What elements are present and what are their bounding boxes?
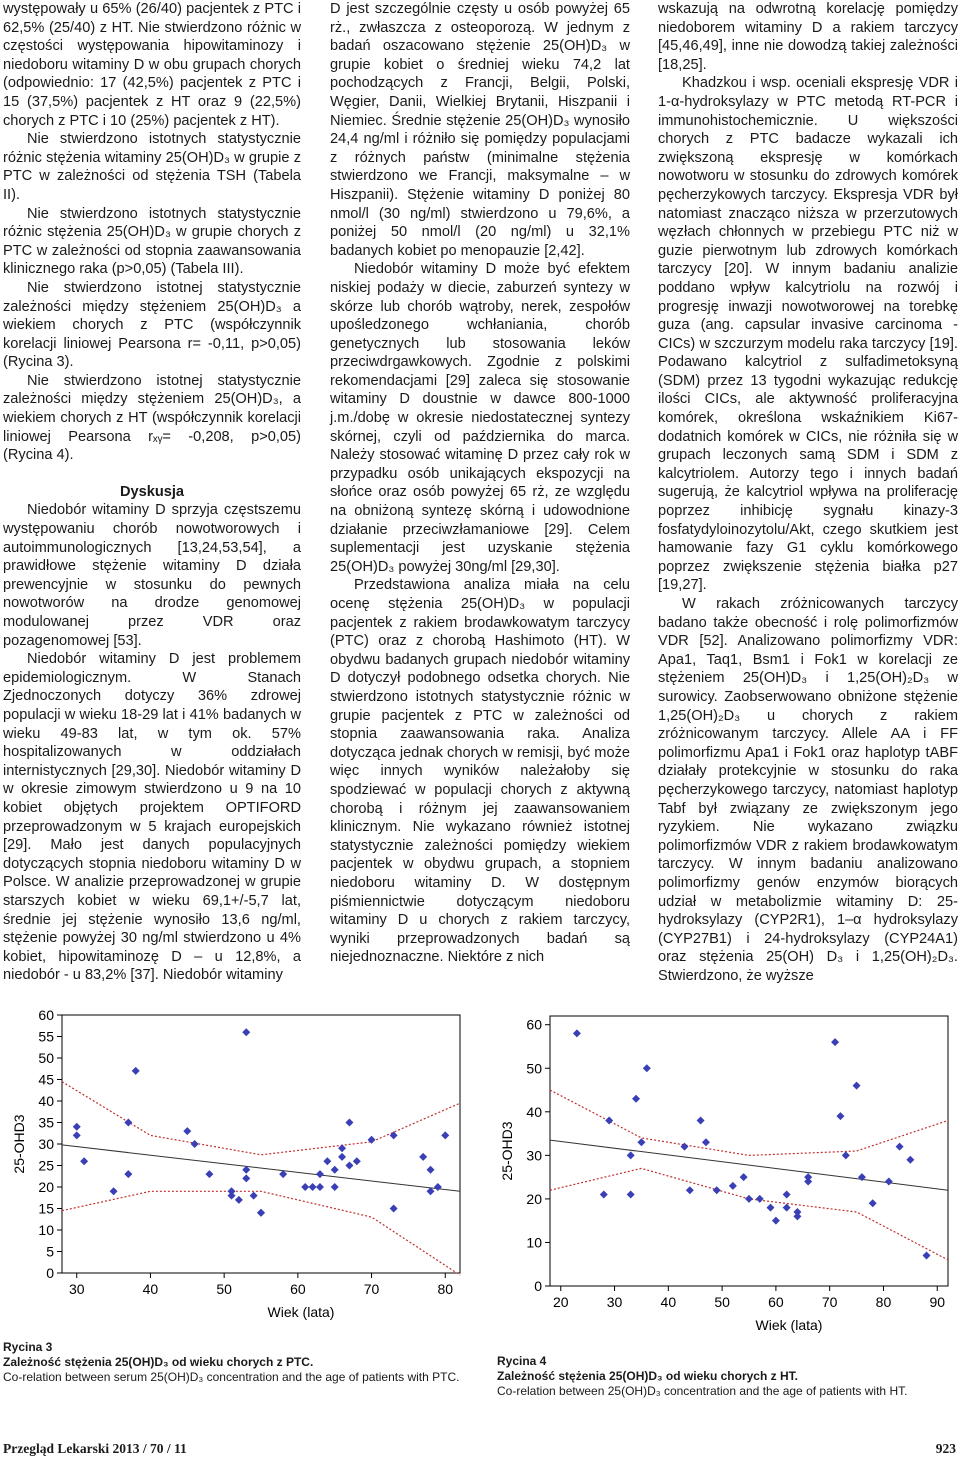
confidence-band-upper (62, 1082, 460, 1155)
y-tick-label: 30 (526, 1147, 542, 1164)
data-point (390, 1205, 398, 1213)
paragraph: Nie stwierdzono istotnych statystycznie różnic stężenia 25(OH)D₃ w grupie chorych z PTC w zależności od stopnia zaawansowania klinicznego raka (p>0,05) (Tabela III). (3, 205, 301, 278)
data-point (80, 1157, 88, 1165)
plot-frame (62, 1015, 460, 1273)
x-tick-label: 50 (216, 1281, 232, 1297)
paragraph: D jest szczególnie częsty u osób powyżej 65 rż., zwłaszcza z osteoporozą. W jednym z badań oszacowano stężenie 25(OH)D₃ w grupie kobiet o średniej wieku 74,2 lat pochodzących z Francji, Belgii, Polski, Węgier, Danii, Wielkiej Brytanii, Hiszpanii i Niemiec. Średnie stężenie 25(OH)D₃ wynosiło 24,4 ng/ml i różniło się pomiędzy populacjami z różnych państw (minimalne stężenia stwierdzono we Francji, maksymalne – w Hiszpanii). Stężenie witaminy D poniżej 80 nmol/l (30 ng/ml) stwierdzono u 79,6%, a poniżej 50 nmol/l (20 ng/ml) u 32,1% badanych kobiet po menopauzie [2,42]. (330, 1, 630, 259)
data-point (331, 1166, 339, 1174)
x-tick-label: 40 (142, 1281, 159, 1297)
data-point (632, 1095, 640, 1103)
data-point (73, 1131, 81, 1139)
caption-title: Zależność stężenia 25(OH)D₃ od wieku chorych z HT. (497, 1369, 798, 1383)
data-point (745, 1195, 753, 1203)
y-tick-label: 55 (38, 1028, 54, 1045)
figure-3-chart (0, 1000, 470, 1340)
data-point (250, 1192, 258, 1200)
x-tick-label: 70 (821, 1294, 838, 1310)
data-point (309, 1183, 317, 1191)
paragraph: występowały u 65% (26/40) pacjentek z PTC i 62,5% (25/40) z HT. Nie stwierdzono różnic w częstości występowania hipowitaminozy i niedoboru witaminy D w obu grupach chorych (odpowiednio: 17 (42,5%) pacjentek z PTC i 15 (37,5%) pacjentek z HT oraz 9 (22,5%) chorych z PTC i 10 (25%) pacjentek z HT). (3, 1, 301, 129)
x-tick-label: 30 (606, 1294, 623, 1310)
x-tick-label: 70 (363, 1281, 380, 1297)
y-tick-label: 20 (38, 1179, 54, 1195)
y-tick-label: 10 (526, 1234, 542, 1251)
scatter-plot-pct (0, 1000, 470, 1335)
plot-frame (550, 1016, 948, 1286)
data-point (702, 1138, 710, 1146)
data-point (680, 1143, 688, 1151)
section-heading: Dyskusja (119, 483, 185, 500)
y-tick-label: 15 (38, 1200, 54, 1217)
data-point (316, 1170, 324, 1178)
x-axis-label: Wiek (lata) (755, 1317, 823, 1333)
paragraph: Khadzkou i wsp. oceniali ekspresję VDR i 1-α-hydroksylazy w PTC metodą RT-PCR i immunohistochemicznie. U większości chorych z PTC badacze wykazali ich zwiększoną ekspresję w komórkach nowotworu w stosunku do zdrowych komórek pęcherzykowych tarczycy. Ekspresja VDR był natomiast znacząco niższa w przerzutowych węzłach chłonnych w przebiegu PTC niż w guzie pierwotnym lub zdrowych komórkach tarczycy [20]. W innym badaniu analizie poddano wpływ kalcytriolu na rozwój i progresję inwazji nowotworowej na torebkę guza (ang. capsular invasive carcinoma - CICs) w szczurzym modelu raka tarczycy [19]. Podawano kalcytriol z sulfadimetoksyną (SDM) przez 13 tygodni wykazując redukcję ilości CICs, ale aktywność proliferacyjna komórek, określona wskaźnikiem Ki67-dodatnich komórek w CICs, nie różniła się w grupach leczonych samą SDM i SDM z kalcytriolem. Autorzy tego i innych badań sugerują, że kalcytriol wpływa na proliferację poprzez inhibicję sygnału kinazy-3 fosfatydyloinozytolu/Akt, czego skutkiem jest hamowanie fazy G1 cyklu komórkowego poprzez zwiększenie stężenia białka p27 [19,27]. (658, 75, 958, 594)
x-tick-label: 80 (875, 1294, 892, 1310)
data-point (191, 1140, 199, 1148)
data-point (772, 1217, 780, 1225)
data-point (686, 1186, 694, 1194)
data-point (896, 1143, 904, 1151)
paragraph: Nie stwierdzono istotnej statystycznie zależności między stężeniem 25(OH)D₃, a wiekiem chorych z HT (współczynnik korelacji liniowej Pearsona rₓᵧ= -0,208, p>0,05) (Rycina 4). (3, 372, 301, 464)
y-axis-label: 25-OHD3 (11, 1114, 27, 1174)
x-tick-label: 40 (660, 1294, 677, 1310)
data-point (73, 1123, 81, 1131)
paragraph: W rakach zróżnicowanych tarczycy badano także obecność i rolę polimorfizmów VDR [52]. Analizowano polimorfizmy VDR: Apa1, Taq1, Bsm1 i Fok1 w korelacji ze stężeniem 25(OH)D₃ i 1,25(OH)₂D₃ w surowicy. Zaobserwowano obniżone stężenie 1,25(OH)₂D₃ u chorych z rakiem zróżnicowanym tarczycy. Allele AA i FF polimorfizmu Apa1 i Fok1 oraz haplotyp tABF działały protekcyjnie w stosunku do raka pęcherzykowego tarczycy, natomiast haplotyp Tabf był związany ze zwiększonym jego ryzykiem. Nie wykazano związku polimorfizmów VDR z rakiem brodawkowatym tarczycy. W innym badaniu analizowano polimorfizmy genów enzymów biorących udział w metabolizmie witaminy D: 25-hydroksylazy (CYP2R1), 1–α hydroksylazy (CYP27B1) i 24-hydroksylazy (CYP24A1) oraz stężenia 25(OH) D₃ i 1,25(OH)₂D₃. Stwierdzono, że wyższe (658, 596, 958, 984)
data-point (831, 1038, 839, 1046)
figure-4-caption (497, 1354, 957, 1399)
data-point (124, 1170, 132, 1178)
data-point (729, 1182, 737, 1190)
data-point (804, 1177, 812, 1185)
data-point (643, 1064, 651, 1072)
x-tick-label: 80 (437, 1281, 454, 1297)
data-point (257, 1209, 265, 1217)
data-point (767, 1204, 775, 1212)
data-point (124, 1119, 132, 1127)
data-point (756, 1195, 764, 1203)
column-1 (3, 0, 301, 985)
data-point (573, 1029, 581, 1037)
y-tick-label: 10 (38, 1222, 54, 1238)
data-point (242, 1174, 250, 1182)
paragraph: Nie stwierdzono istotnych statystycznie różnic stężenia witaminy 25(OH)D₃ w grupie z PTC w zależności od stężenia TSH (Tabela II). (3, 131, 301, 203)
data-point (605, 1117, 613, 1125)
data-point (713, 1186, 721, 1194)
data-point (906, 1156, 914, 1164)
journal-footer: Przegląd Lekarski 2013 / 70 / 11 (3, 1441, 187, 1456)
y-tick-label: 40 (38, 1093, 54, 1109)
data-point (132, 1067, 140, 1075)
paragraph: Przedstawiona analiza miała na celu ocenę stężenia 25(OH)D₃ w populacji pacjentek z rakiem brodawkowatym tarczycy (PTC) oraz z chorobą Hashimoto (HT). W obydwu badanych grupach niedobór witaminy D dotyczył podobnego odsetka chorych. Nie stwierdzono istotnych statystycznie różnic w grupie pacjentek z PTC w zależności od stopnia zaawansowania raka. Analiza dotycząca jednak chorych w remisji, być może więc innych wyników należałoby się spodziewać w populacji chorych z aktywną chorobą i różnym jej zaawansowaniem klinicznym. Nie wykazano również istotnej statystycznie zależności pomiędzy wiekiem pacjentek w obydwu grupach, a stopniem niedoboru witaminy D. W dostępnym piśmiennictwie dotyczącym niedoboru witaminy D u chorych z rakiem tarczycy, wyniki przeprowadzonych badań są niejednoznaczne. Niektóre z nich (330, 577, 630, 966)
caption-number: Rycina 4 (497, 1354, 547, 1368)
data-point (441, 1131, 449, 1139)
x-tick-label: 90 (929, 1294, 946, 1310)
y-tick-label: 40 (526, 1103, 542, 1120)
y-tick-label: 0 (46, 1265, 54, 1281)
data-point (793, 1212, 801, 1220)
x-tick-label: 30 (68, 1281, 85, 1297)
data-point (740, 1173, 748, 1181)
data-point (419, 1153, 427, 1161)
data-point (885, 1177, 893, 1185)
data-point (235, 1196, 243, 1204)
y-tick-label: 30 (38, 1136, 54, 1152)
data-point (434, 1183, 442, 1191)
data-point (627, 1151, 635, 1159)
y-tick-label: 5 (46, 1243, 54, 1260)
data-point (853, 1082, 861, 1090)
data-point (390, 1131, 398, 1139)
data-point (783, 1191, 791, 1199)
figure-3-caption (3, 1340, 473, 1385)
y-tick-label: 60 (526, 1016, 542, 1033)
data-point (228, 1187, 236, 1195)
data-point (301, 1183, 309, 1191)
y-tick-label: 60 (38, 1007, 54, 1023)
figure-4-chart (488, 1000, 960, 1350)
scatter-plot-ht (488, 1000, 960, 1345)
data-point (316, 1183, 324, 1191)
paragraph: Niedobór witaminy D sprzyja częstszemu występowaniu chorób nowotworowych i autoimmunologicznych [13,24,53,54], a prawidłowe stężenie witaminy D działa prewencyjnie w stosunku do pewnych nowotworów na drodze genomowej modulowanej przez VDR oraz pozagenomowej [53]. (3, 502, 301, 649)
data-point (637, 1138, 645, 1146)
data-point (110, 1187, 118, 1195)
data-point (836, 1112, 844, 1120)
data-point (697, 1117, 705, 1125)
regression-line (62, 1145, 460, 1191)
y-tick-label: 25 (38, 1157, 54, 1174)
data-point (922, 1252, 930, 1260)
data-point (338, 1153, 346, 1161)
page-number: 923 (935, 1441, 956, 1456)
x-axis-label: Wiek (lata) (267, 1304, 335, 1320)
y-tick-label: 45 (38, 1071, 54, 1088)
caption-title: Zależność stężenia 25(OH)D₃ od wieku chorych z PTC. (3, 1355, 314, 1369)
column-3 (658, 0, 958, 985)
x-tick-label: 50 (714, 1294, 730, 1310)
y-tick-label: 0 (534, 1278, 542, 1294)
y-tick-label: 35 (38, 1114, 54, 1131)
data-point (353, 1157, 361, 1165)
x-tick-label: 20 (552, 1294, 569, 1310)
data-point (427, 1166, 435, 1174)
caption-english: Co-relation between serum 25(OH)D₃ concentration and the age of patients with PTC. (3, 1370, 460, 1384)
data-point (183, 1127, 191, 1135)
data-point (205, 1170, 213, 1178)
caption-english: Co-relation between 25(OH)D₃ concentration and the age of patients with HT. (497, 1384, 908, 1398)
data-point (600, 1191, 608, 1199)
y-tick-label: 50 (38, 1050, 54, 1066)
column-2 (330, 0, 630, 967)
data-point (331, 1183, 339, 1191)
x-tick-label: 60 (768, 1294, 784, 1310)
y-tick-label: 20 (526, 1190, 542, 1207)
data-point (323, 1157, 331, 1165)
y-tick-label: 50 (526, 1060, 542, 1077)
y-axis-label: 25-OHD3 (499, 1121, 515, 1181)
data-point (242, 1028, 250, 1036)
paragraph: Niedobór witaminy D jest problemem epidemiologicznym. W Stanach Zjednoczonych dotyczy 36% zdrowej populacji w wieku 18-29 lat i 41% badanych w wieku 49-83 lat, w tym ok. 57% hospitalizowanych w oddziałach internistycznych [29,30]. Niedobór witaminy D w okresie zimowym stwierdzono u 9 na 10 kobiet objętych projektem OPTIFORD przeprowadzonym w 5 krajach europejskich [29]. Mało jest danych populacyjnych dotyczących stopnia niedoboru witaminy D w Polsce. W analizie przeprowadzonej w grupie starszych kobiet w wieku 69,1+/-5,7 lat, średnie jej stężenie wynosiło 13,6 ng/ml, stężenie powyżej 30 ng/ml stwierdzono u 4% kobiet, hipowitaminozę D – u 12,8%, a niedobór - u 83,2% [37]. Niedobór witaminy (3, 651, 301, 984)
data-point (345, 1119, 353, 1127)
caption-number: Rycina 3 (3, 1340, 53, 1354)
data-point (869, 1199, 877, 1207)
data-point (627, 1191, 635, 1199)
paragraph: wskazują na odwrotną korelację pomiędzy niedoborem witaminy D a rakiem tarczycy [45,46,49], inne nie dowodzą takiej zależności [18,25]. (658, 1, 958, 73)
paragraph: Nie stwierdzono istotnej statystycznie zależności między stężeniem 25(OH)D₃ a wiekiem chorych z PTC (współczynnik korelacji liniowej Pearsona r= -0,11, p>0,05) (Rycina 3). (3, 279, 301, 371)
confidence-band-lower (62, 1191, 460, 1275)
x-tick-label: 60 (290, 1281, 306, 1297)
paragraph: Niedobór witaminy D może być efektem niskiej podaży w diecie, zaburzeń syntezy w skórze lub chorób wątroby, nerek, zespołów upośledzonego wchłaniania, chorób genetycznych lub stosowania leków przeciwdrgawkowych. Zgodnie z polskimi rekomendacjami [29] zaleca się stosowanie witaminy D doustnie w dawce 800-1000 j.m./dobę w okresie niedostatecznej syntezy skórnej, czyli od października do marca. Należy stosować witaminę D przez cały rok w przypadku osób unikających ekspozycji na słońce oraz osób powyżej 65 rż, ze względu na obniżoną syntezę skórną i udowodnione działanie przeciwzłamaniowe [29]. Celem suplementacji jest uzyskanie stężenia 25(OH)D₃ powyżej 30ng/ml [29,30]. (330, 261, 630, 575)
data-point (345, 1162, 353, 1170)
data-point (842, 1151, 850, 1159)
data-point (783, 1204, 791, 1212)
